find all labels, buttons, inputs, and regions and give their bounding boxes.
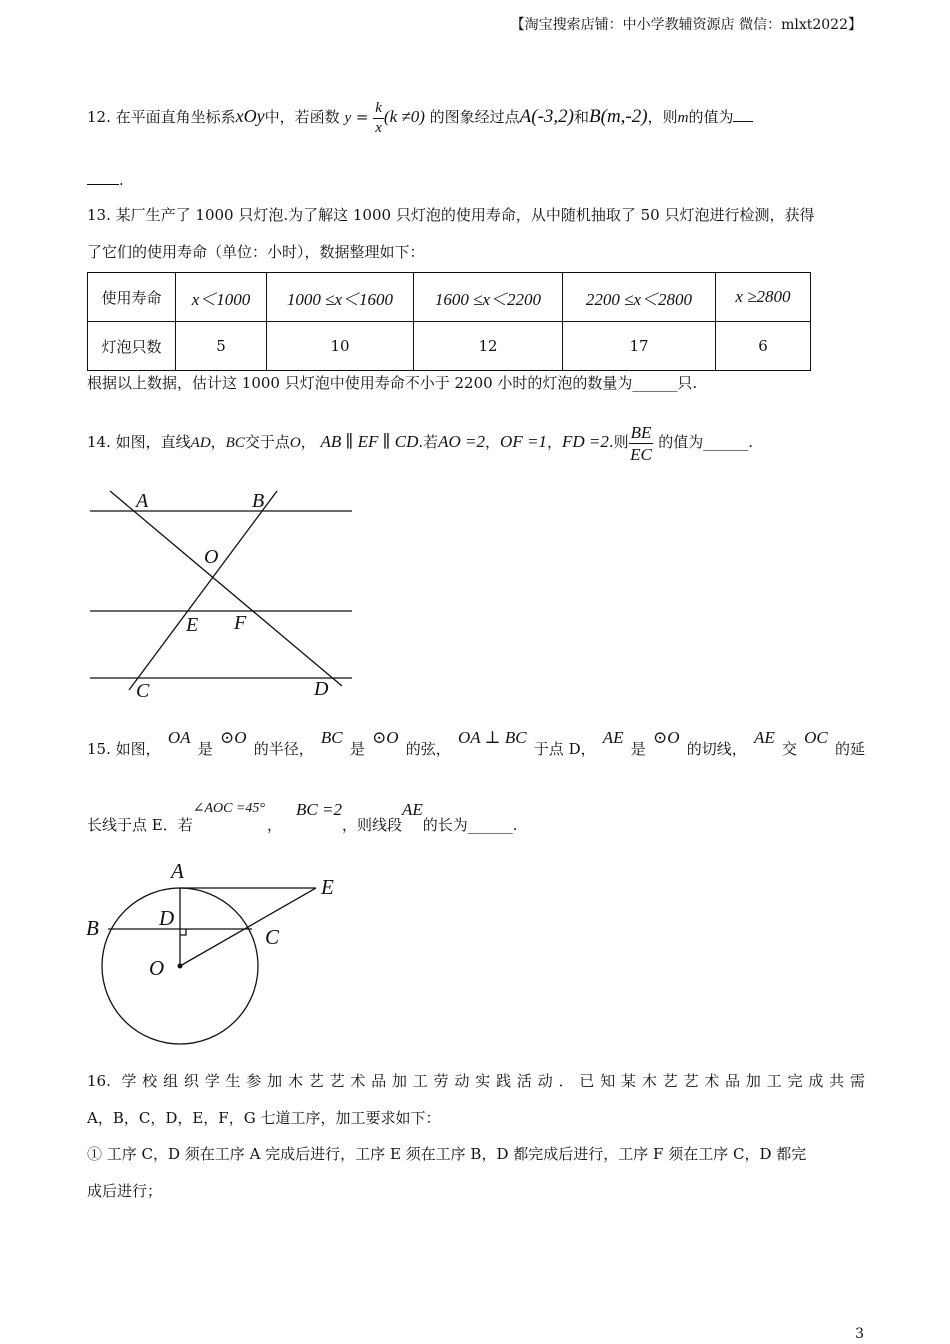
q12-text-4: ，则 [647, 108, 678, 126]
q15-oc: OC [804, 728, 828, 747]
table-count-cell: 10 [267, 322, 414, 371]
q12-text-1: 在平面直角坐标系 [115, 108, 236, 126]
q14-number: 14. [87, 433, 111, 451]
fig14-label-f: F [234, 612, 247, 634]
q12-point-a: A(-3,2) [519, 106, 575, 127]
table-range-cell: x＜1000 [176, 273, 267, 322]
q12-point-b: B(m,-2) [589, 106, 648, 127]
question-13-line-2: 了它们的使用寿命（单位：小时），数据整理如下： [87, 243, 425, 261]
q14-text-3: .若 [418, 433, 439, 451]
line-ad [110, 491, 342, 686]
fig15-label-c: C [265, 925, 280, 949]
page-number: 3 [855, 1326, 864, 1342]
q12-text-5: 的值为 [688, 108, 734, 126]
q15-perp: OA ⊥ BC [458, 728, 527, 747]
q14-parallel: AB ∥ EF ∥ CD [320, 432, 419, 451]
q12-eq: = [355, 108, 369, 126]
q12-text-2: 中，若函数 [264, 108, 340, 126]
q15-ae: AE [753, 728, 775, 747]
fig14-label-b: B [252, 490, 265, 512]
q12-fraction: $\frac{k}{x}$ [375, 99, 382, 136]
q15-ae: AE [401, 800, 423, 819]
right-angle-mark [180, 929, 186, 935]
q15-circle-o: ⊙O [653, 728, 680, 747]
q14-fraction: $\frac{BE}{EC}$ [630, 422, 652, 464]
q16-line-4: 成后进行； [87, 1182, 163, 1200]
table-count-cell: 17 [563, 322, 716, 371]
q14-fd: FD =2 [561, 432, 609, 451]
q15-bc-length: BC =2 [296, 800, 342, 819]
q12-func-y: y [344, 110, 352, 126]
fig15-label-a: A [171, 859, 184, 883]
q14-text-4: .则 [608, 433, 629, 451]
q14-text-5: 的值为______. [658, 433, 753, 451]
table-range-cell: x ≥2800 [716, 273, 811, 322]
q14-line-bc: BC [225, 435, 245, 451]
q13-text-1: 某厂生产了 1000 只灯泡.为了解这 1000 只灯泡的使用寿命，从中随机抽取了 50 只灯泡进行检测，获得 [115, 206, 815, 224]
q14-text-1: 如图，直线 [115, 433, 191, 451]
q12-condition: (k ≠0) [383, 107, 425, 126]
table-range-cell: 1600 ≤x＜2200 [414, 273, 563, 322]
q12-number: 12. [87, 108, 111, 126]
table-count-cell: 5 [176, 322, 267, 371]
q12-and: 和 [574, 108, 590, 126]
q15-bc: BC [320, 728, 343, 747]
question-15-line-2: 长线于点 E．若 ∠AOC =45° ， BC =2 ，则线段 AE 的长为______. [87, 800, 518, 834]
fig15-label-d: D [159, 906, 175, 930]
question-14: 14. 如图，直线AD，BC交于点O， AB ∥ EF ∥ CD.若AO =2，OF =1，FD =2.则 $\frac{BE}{EC}$ 的值为______. [87, 422, 753, 464]
q12-coord-system: xOy [235, 106, 265, 126]
q15-ae: AE [602, 728, 624, 747]
table-range-cell: 1000 ≤x＜1600 [267, 273, 414, 322]
q16-line-1: 16. 学校组织学生参加木艺艺术品加工劳动实践活动．已知某木艺艺术品加工完成共需 [87, 1072, 865, 1090]
fig15-label-o: O [149, 956, 165, 980]
q14-text-2: 交于点 [244, 433, 290, 451]
q15-circle-o: ⊙O [219, 728, 247, 747]
question-15-line-1: 15. 如图， OA 是 ⊙O 的半径， BC 是 ⊙O 的弦， OA ⊥ BC 于点 D， AE 是 ⊙O 的切线， AE 交 OC 的延 [87, 728, 865, 758]
table-count-cell: 12 [414, 322, 563, 371]
fig14-label-e: E [186, 614, 199, 636]
line-bc [129, 491, 277, 690]
q12-end: . [119, 171, 124, 189]
q16-line-2: A，B，C，D，E，F，G 七道工序，加工要求如下： [87, 1109, 441, 1127]
table-range-cell: 2200 ≤x＜2800 [563, 273, 716, 322]
q14-ao: AO =2 [438, 432, 486, 451]
fig15-label-b: B [86, 916, 99, 940]
fig14-label-c: C [136, 680, 150, 702]
q15-number-text: 15. 如图， [87, 740, 161, 758]
q12-text-3: 的图象经过点 [429, 108, 520, 126]
table-header-label: 使用寿命 [88, 273, 176, 322]
q14-of: OF =1 [500, 432, 547, 451]
line-oe [180, 888, 316, 966]
page-header: 【淘宝搜索店铺：中小学教辅资源店 微信：mlxt2022】 [510, 17, 862, 33]
figure-15 [102, 888, 316, 1044]
fig14-label-d: D [314, 678, 329, 700]
fig14-label-a: A [136, 490, 149, 512]
table-count-cell: 6 [716, 322, 811, 371]
q13-number: 13. [87, 206, 111, 224]
q14-line-ad: AD [190, 435, 211, 451]
q12-var-m: m [677, 110, 689, 126]
table-row-label: 灯泡只数 [88, 322, 176, 371]
fig14-label-o: O [204, 546, 219, 568]
q14-point-o: O [289, 435, 301, 451]
q15-oa: OA [167, 728, 191, 747]
fig15-label-e: E [321, 875, 334, 899]
q15-circle-o: ⊙O [372, 728, 399, 747]
q15-angle: ∠AOC =45° [192, 801, 265, 816]
q16-line-3: ① 工序 C，D 须在工序 A 完成后进行，工序 E 须在工序 B，D 都完成后进行，工序 F 须在工序 C，D 都完 [87, 1145, 807, 1163]
q13-after-text: 根据以上数据，估计这 1000 只灯泡中使用寿命不小于 2200 小时的灯泡的数量为______只. [87, 374, 698, 392]
center-dot [178, 964, 183, 969]
